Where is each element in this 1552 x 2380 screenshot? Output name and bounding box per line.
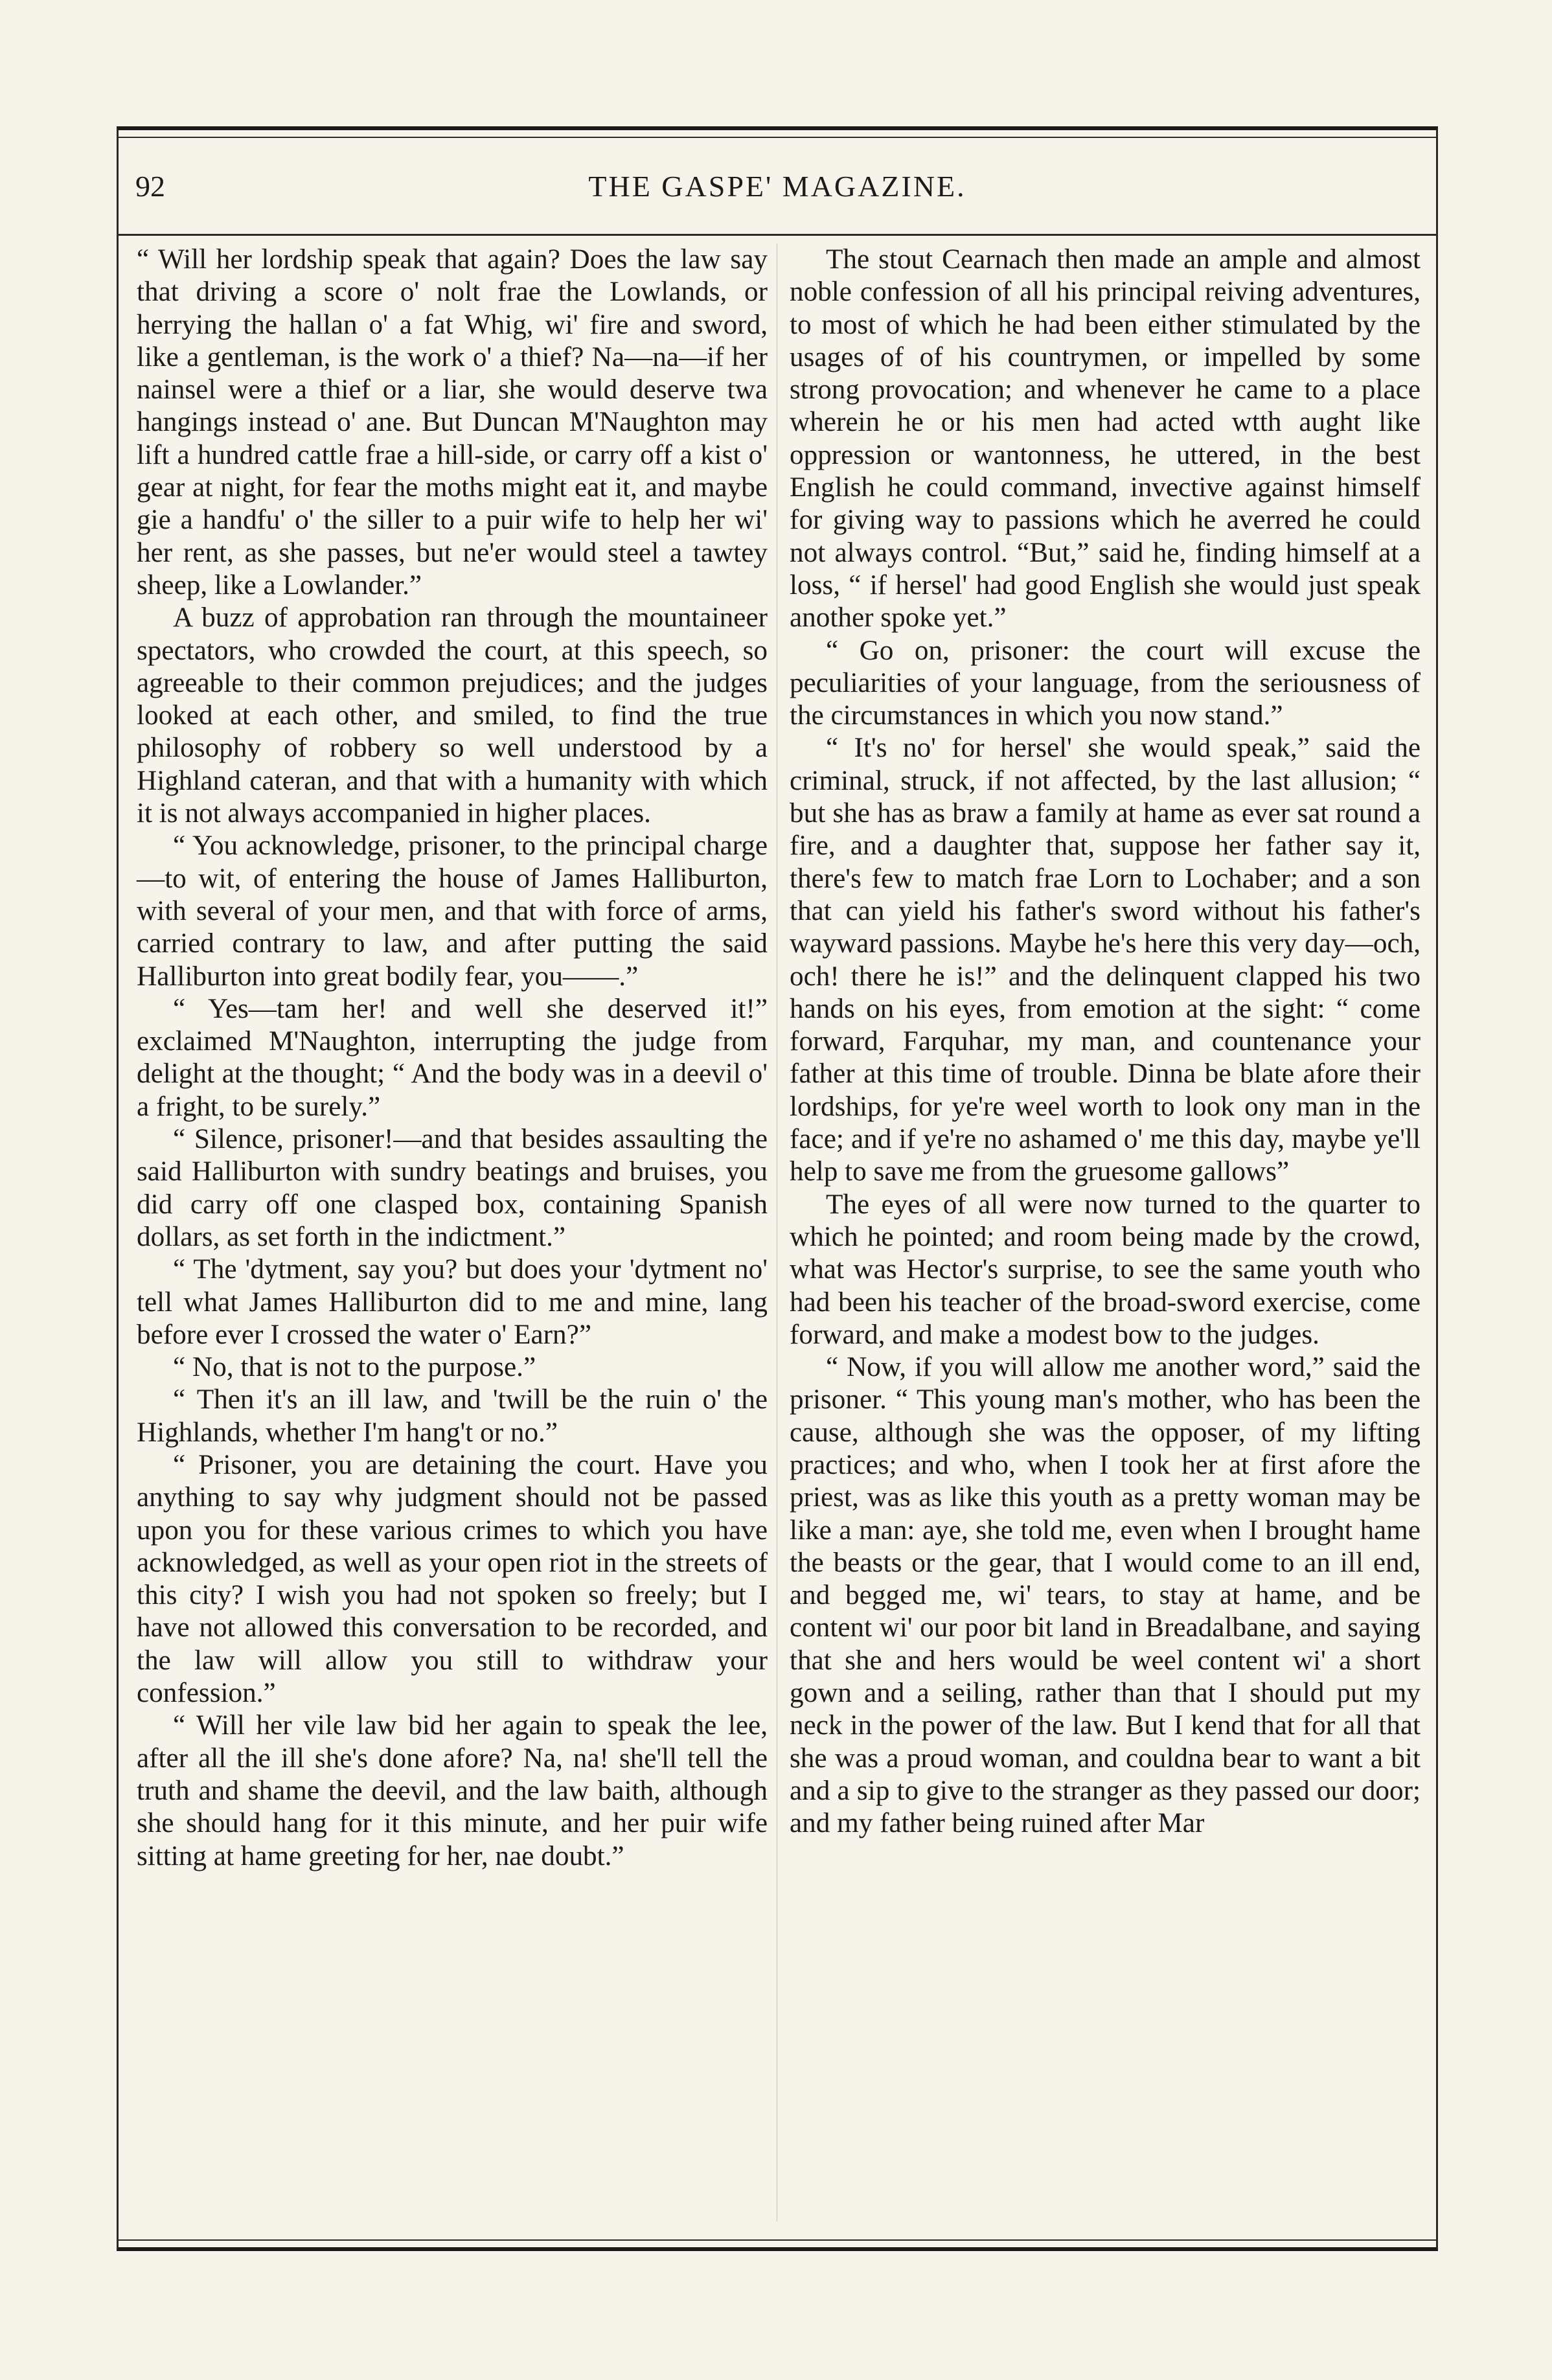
paragraph: “ Now, if you will allow me another word,” said the prisoner. “ This young man's mother, who has been the cause, although she was the opposer, of my lifting practices; and who, when I took her at first afore the priest, was as like this youth as a pretty woman may be like a man: aye, she told me, even when I brought hame the beasts or the gear, that I would come to an ill end, and begged me, wi' tears, to stay at hame, and be content wi' our poor bit land in Breadalbane, and saying that she and hers would be weel content wi' a short gown and a seiling, rather than that I should put my neck in the power of the law. But I kend that for all that she was a proud woman, and couldna bear to want a bit and a sip to give to the stranger as they passed our door; and my father being ruined after Mar <box>790 1352 1421 1839</box>
header-rule <box>119 234 1436 236</box>
paragraph: The eyes of all were now turned to the quarter to which he pointed; and room being made by the crowd, what was Hector's surprise, to see the same youth who had been his teacher of the broad-sword exercise, come forward, and make a modest bow to the judges. <box>790 1189 1421 1350</box>
page-frame <box>117 126 1438 2251</box>
right-column <box>790 244 1421 2221</box>
paragraph: “ Silence, prisoner!—and that besides assaulting the said Halliburton with sundry beatings and bruises, you did carry off one clasped box, containing Spanish dollars, as set forth in the indictment.” <box>137 1124 768 1252</box>
paragraph: “ No, that is not to the purpose.” <box>173 1352 536 1383</box>
bottom-double-rule <box>119 2239 1436 2241</box>
paragraph: The stout Cearnach then made an ample and almost noble confession of all his principal reiving adventures, to most of which he had been either stimulated by the usages of of his countrymen, or impelled by some strong provocation; and whenever he came to a place wherein he or his men had acted wtth aught like oppression or wantonness, he uttered, in the best English he could command, invective against himself for giving way to passions which he averred he could not always control. “But,” said he, finding himself at a loss, “ if hersel' had good English she would just speak another spoke yet.” <box>790 244 1421 634</box>
running-title: THE GASPE' MAGAZINE. <box>588 170 966 203</box>
paragraph: “ Go on, prisoner: the court will excuse the peculiarities of your language, from the seriousness of the circumstances in which you now stand.” <box>790 635 1421 731</box>
page-header <box>130 156 1424 214</box>
paragraph: “ It's no' for hersel' she would speak,” said the criminal, struck, if not affected, by the last allusion; “ but she has as braw a family at hame as ever sat round a fire, and a daughter that, suppose her father say it, there's few to match frae Lorn to Lochaber; and a son that can yield his father's sword without his father's wayward passions. Maybe he's here this very day—och, och! there he is!” and the delinquent clapped his two hands on his eyes, from emotion at the sight: “ come forward, Farquhar, my man, and countenance your father at this time of trouble. Dinna be blate afore their lordships, for ye're weel worth to look ony man in the face; and if ye're no ashamed o' me this day, maybe ye'll help to save me from the gruesome gallows” <box>790 733 1421 1187</box>
page-number: 92 <box>135 170 165 203</box>
text-columns <box>137 244 1421 2221</box>
top-double-rule <box>119 137 1436 138</box>
paragraph: “ The 'dytment, say you? but does your 'dytment no' tell what James Halliburton did to me and mine, lang before ever I crossed the water o' Earn?” <box>137 1254 768 1350</box>
left-column <box>137 244 768 2221</box>
paragraph: “ Yes—tam her! and well she deserved it!” exclaimed M'Naughton, interrupting the judge from delight at the thought; “ And the body was in a deevil o' a fright, to be surely.” <box>137 993 768 1122</box>
paragraph: “ Will her lordship speak that again? Does the law say that driving a score o' nolt frae the Lowlands, or herrying the hallan o' a fat Whig, wi' fire and sword, like a gentleman, is the work o' a thief? Na—na—if her nainsel were a thief or a liar, she would deserve twa hangings instead o' ane. But Duncan M'Naughton may lift a hundred cattle frae a hill-side, or carry off a kist o' gear at night, for fear the moths might eat it, and maybe gie a handfu' o' the siller to a puir wife to help her wi' her rent, as she passes, but ne'er would steel a tawtey sheep, like a Lowlander.” <box>137 244 768 601</box>
paragraph: “ Then it's an ill law, and 'twill be the ruin o' the Highlands, whether I'm hang't or no.” <box>137 1384 768 1448</box>
paragraph: “ You acknowledge, prisoner, to the principal charge—to wit, of entering the house of James Halliburton, with several of your men, and that with force of arms, carried contrary to law, and after putting the said Halliburton into great bodily fear, you——.” <box>137 830 768 992</box>
paragraph: A buzz of approbation ran through the mountaineer spectators, who crowded the court, at this speech, so agreeable to their common prejudices; and the judges looked at each other, and smiled, to find the true philosophy of robbery so well understood by a Highland cateran, and that with a humanity with which it is not always accompanied in higher places. <box>137 602 768 829</box>
paragraph: “ Prisoner, you are detaining the court. Have you anything to say why judgment should not be passed upon you for these various crimes to which you have acknowledged, as well as your open riot in the streets of this city? I wish you had not spoken so freely; but I have not allowed this conversation to be recorded, and the law will allow you still to withdraw your confession.” <box>137 1449 768 1709</box>
paragraph: “ Will her vile law bid her again to speak the lee, after all the ill she's done afore? Na, na! she'll tell the truth and shame the deevil, and the law baith, although she should hang for it this minute, and her puir wife sitting at hame greeting for her, nae doubt.” <box>137 1710 768 1871</box>
